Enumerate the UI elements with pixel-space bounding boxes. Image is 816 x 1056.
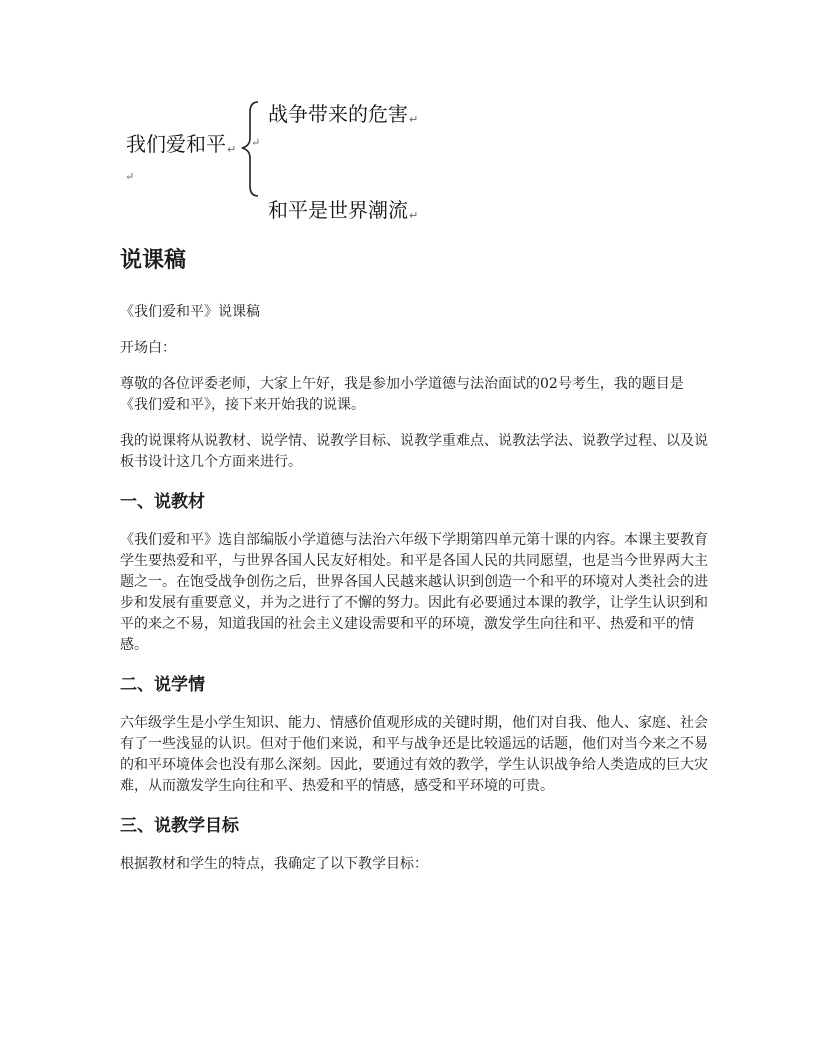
section-heading: 二、说学情: [120, 675, 205, 695]
paragraph: 开场白：: [120, 340, 176, 356]
diagram-branch-2: 和平是世界潮流↵: [268, 198, 419, 222]
paragraph: 《我们爱和平》选自部编版小学道德与法治六年级下学期第四单元第十课的内容。本课主要教育学生要热爱和平，与世界各国人民友好相处。和平是各国人民的共同愿望，也是当今世界两大主题之一。在饱受战争创伤之后，世界各国人民越来越认识到创造一个和平的环境对人类社会的进步和发展有重要意义，并为之进行了不懈的努力。因此有必要通过本课的教学，让学生认识到和平的来之不易，知道我国的社会主义建设需要和平的环境，激发学生向往和平、热爱和平的情感。: [120, 532, 708, 653]
paragraph: 根据教材和学生的特点，我确定了以下教学目标：: [120, 856, 428, 872]
curly-brace-icon: [238, 100, 262, 200]
diagram-main-topic: 我们爱和平↵: [126, 132, 237, 156]
paragraph-mark-icon: ↵: [125, 170, 135, 183]
paragraph: 我的说课将从说教材、说学情、说教学目标、说教学重难点、说教法学法、说教学过程、以及说板书设计这几个方面来进行。: [120, 433, 708, 470]
paragraph: 尊敬的各位评委老师，大家上午好，我是参加小学道德与法治面试的02号考生，我的题目是《我们爱和平》，接下来开始我的说课。: [120, 376, 684, 413]
paragraph: 《我们爱和平》说课稿: [120, 304, 260, 320]
board-design-diagram: [0, 0, 816, 240]
paragraph-mark-icon: ↵: [409, 113, 419, 126]
diagram-branch-1: 战争带来的危害↵: [268, 102, 419, 126]
paragraph-mark-icon: ↵: [409, 209, 419, 222]
section-heading: 三、说教学目标: [120, 816, 239, 836]
document-title: 说课稿: [120, 248, 187, 273]
paragraph-mark-icon: ↵: [251, 136, 261, 149]
paragraph: 六年级学生是小学生知识、能力、情感价值观形成的关键时期，他们对自我、他人、家庭、社会有了一些浅显的认识。但对于他们来说，和平与战争还是比较遥远的话题，他们对当今来之不易的和平环境体会也没有那么深刻。因此，要通过有效的教学，学生认识战争给人类造成的巨大灾难，从而激发学生向往和平、热爱和平的情感，感受和平环境的可贵。: [120, 715, 708, 794]
paragraph-mark-icon: ↵: [227, 143, 237, 156]
section-heading: 一、说教材: [120, 492, 205, 512]
document-body: [120, 244, 710, 890]
